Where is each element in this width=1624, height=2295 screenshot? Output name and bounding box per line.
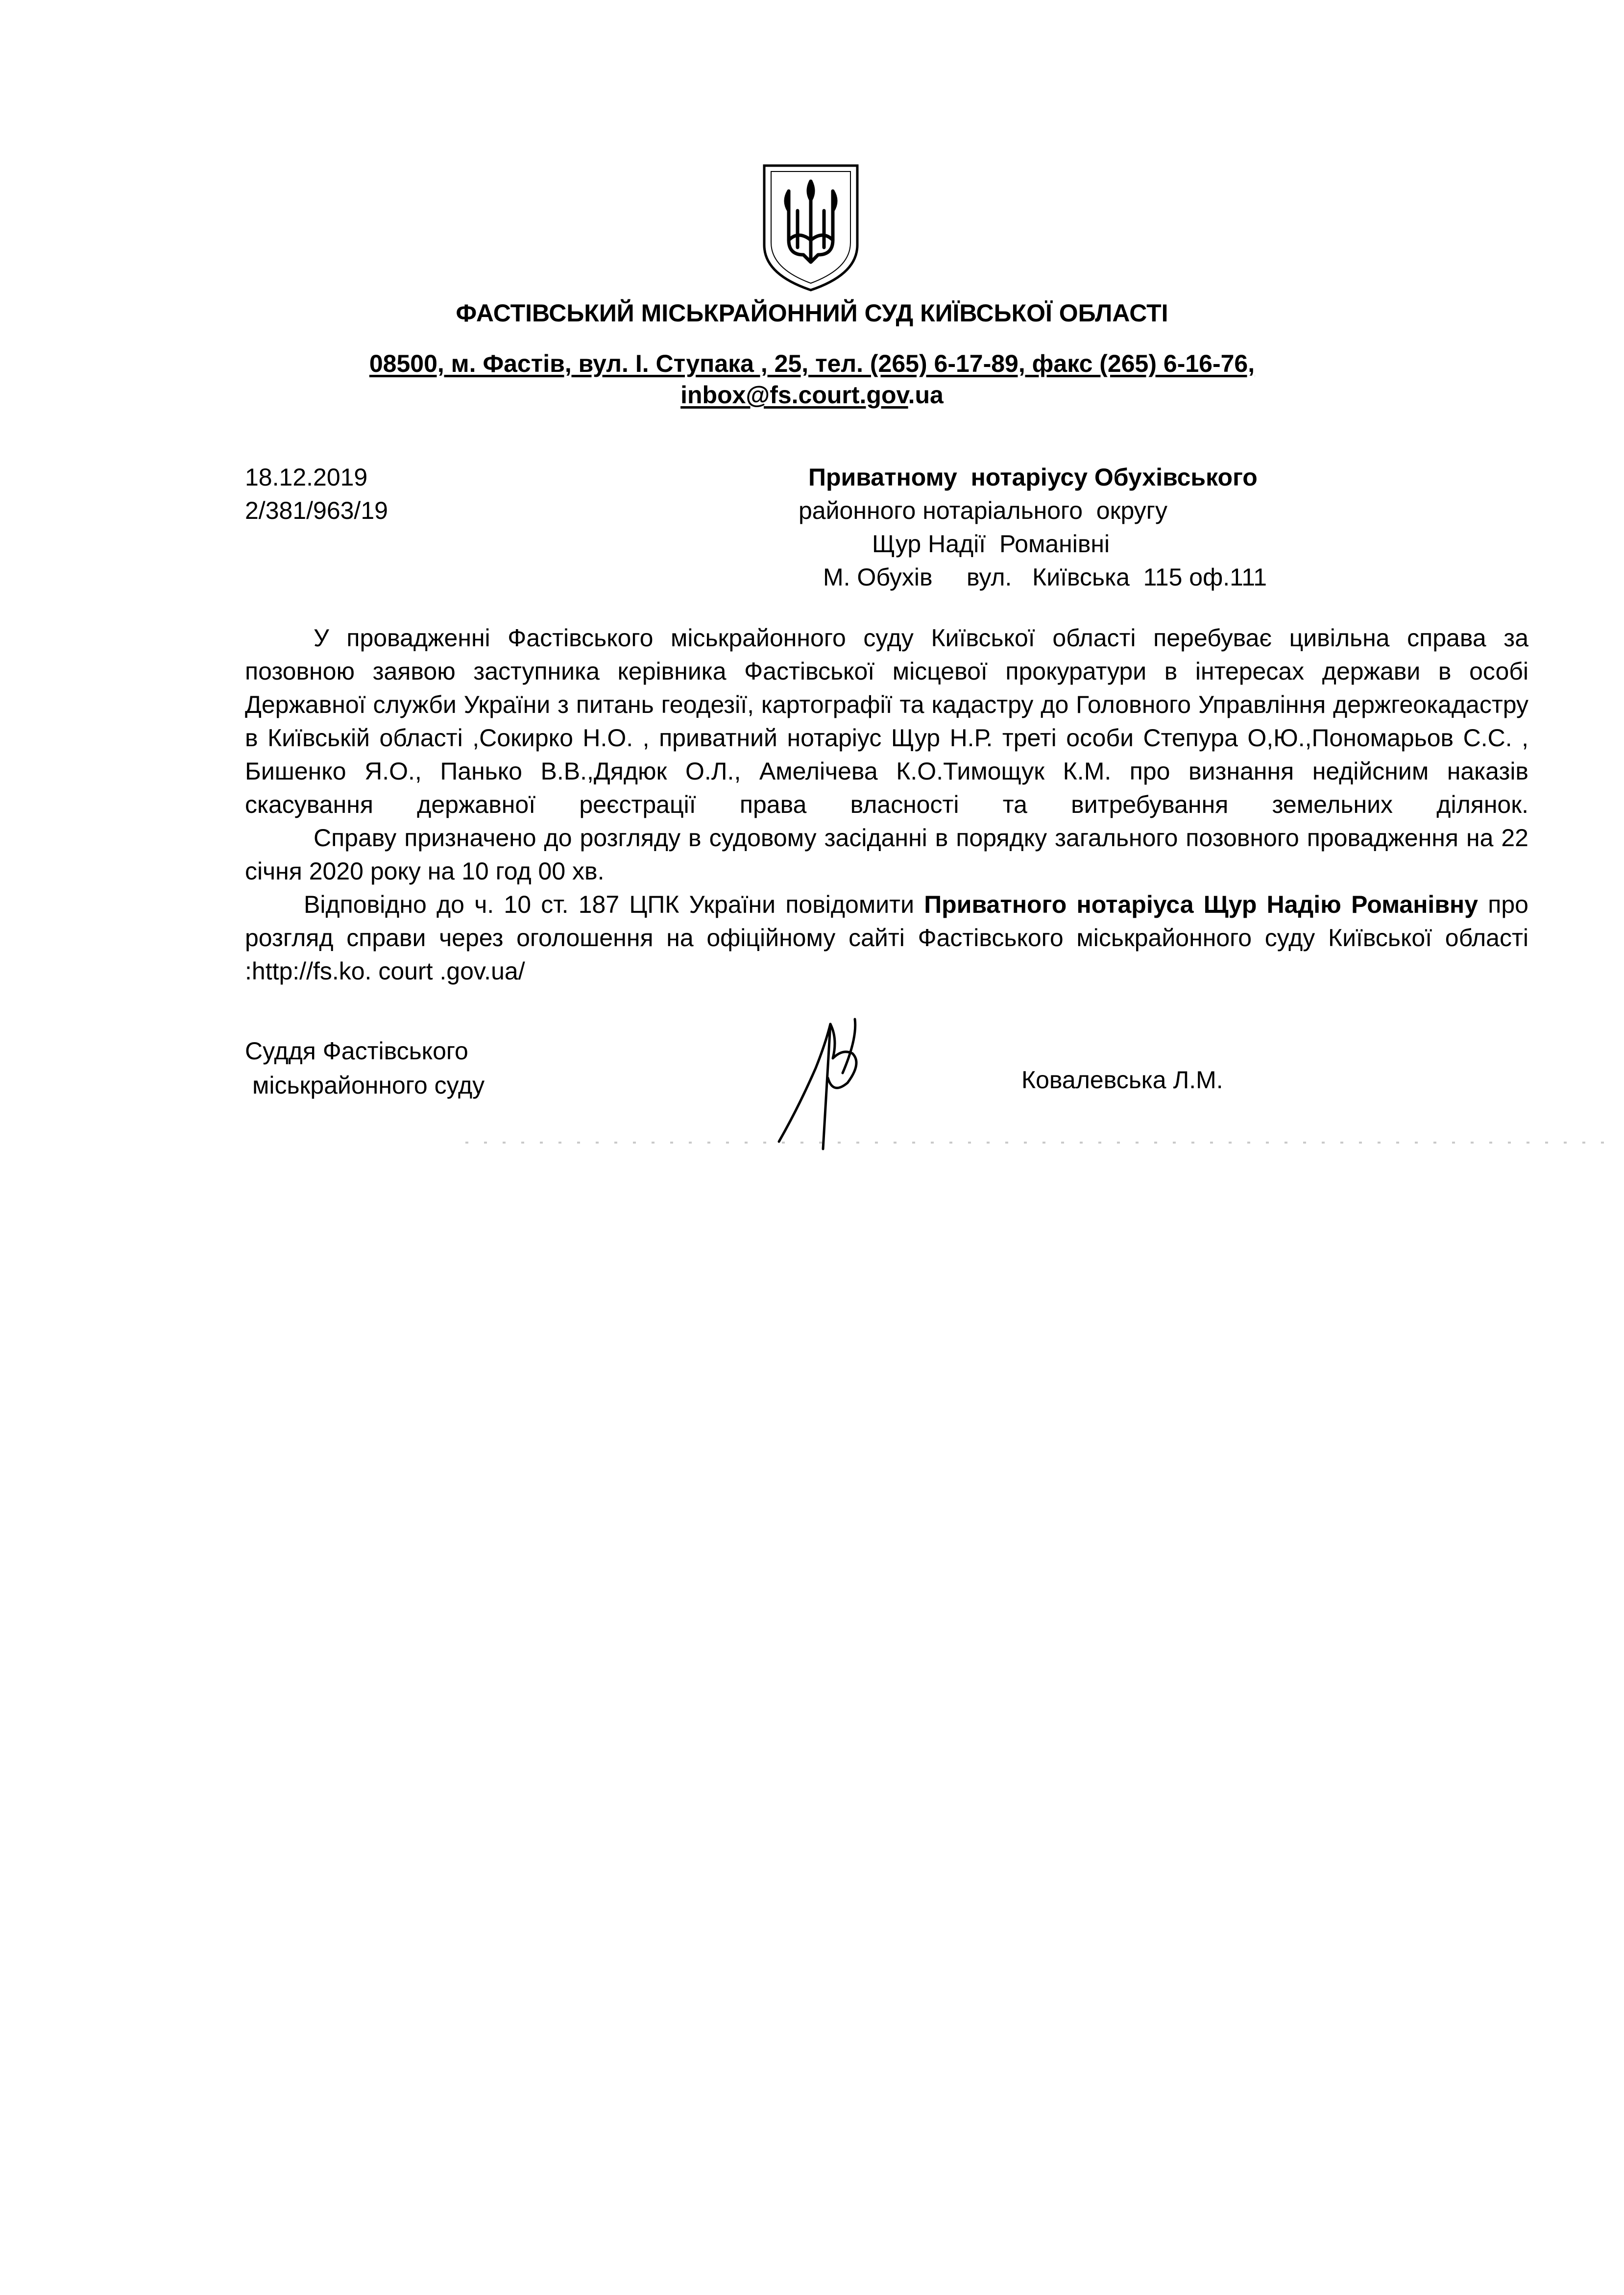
notary-name-bold: Приватного нотаріуса Щур Надію Романівну: [924, 891, 1479, 918]
handwritten-signature-icon: [769, 1009, 892, 1151]
judge-title-line-1: Суддя Фастівського: [245, 1037, 468, 1065]
judge-title-line-2: міськрайонного суду: [252, 1072, 485, 1099]
judge-name: Ковалевська Л.М.: [1021, 1066, 1223, 1094]
recipient-line-4: М. Обухів вул. Київська 115 оф.111: [823, 563, 1267, 591]
recipient-line-3: Щур Надії Романівні: [872, 530, 1110, 558]
letter-date: 18.12.2019: [245, 464, 368, 491]
recipient-line-2: районного нотаріального округу: [799, 497, 1167, 524]
scan-artifact-line: [465, 1142, 1607, 1144]
court-email-suffix: .ua: [908, 381, 944, 409]
trident-coat-of-arms-icon: [759, 162, 862, 294]
letter-reference: 2/381/963/19: [245, 497, 388, 524]
body-paragraph-3: [245, 888, 1528, 988]
judge-title: [245, 1034, 485, 1102]
body-paragraph-2: Справу призначено до розгляду в судовому засіданні в порядку загального позовного провадження на 22 січня 2020 року на 10 год 00 хв.: [245, 824, 1528, 885]
court-address-line: 08500, м. Фастів, вул. І. Ступака , 25, тел. (265) 6-17-89, факс (265) 6-16-76,: [369, 350, 1255, 377]
court-address: [0, 348, 1624, 411]
letter-body: [245, 621, 1528, 988]
court-email[interactable]: inbox@fs.court.gov: [680, 381, 908, 409]
body-paragraph-3-end: про розгляд справи через оголошення на офіційному сайті Фастівського міськрайонного суду Київської області :http://fs.ko. court .gov.ua/: [245, 891, 1528, 985]
recipient-block: [784, 461, 1267, 594]
recipient-line-1: Приватному нотаріусу Обухівського: [808, 464, 1258, 491]
body-paragraph-3-start: Відповідно до ч. 10 ст. 187 ЦПК України повідомити: [304, 891, 924, 918]
court-name: ФАСТІВСЬКИЙ МІСЬКРАЙОННИЙ СУД КИЇВСЬКОЇ ОБЛАСТІ: [456, 299, 1168, 327]
letter-meta: [245, 461, 388, 527]
body-paragraph-1: У провадженні Фастівського міськрайонного суду Київської області перебуває цивільна справа за позовною заявою заступника керівника Фастівської місцевої прокуратури в інтересах держави в особі Державної служби України з питань геодезії, картографії та кадастру до Головного Управління держгеокадастру в Київській області ,Сокирко Н.О. , приватний нотаріус Щур Н.Р. треті особи Степура О,Ю.,Пономарьов С.С. , Бишенко Я.О., Панько В.В.,Дядюк О.Л., Амелічева К.О.Тимощук К.М. про визнання недійсним наказів скасування державної реєстрації права власності та витребування земельних ділянок.: [245, 624, 1528, 818]
